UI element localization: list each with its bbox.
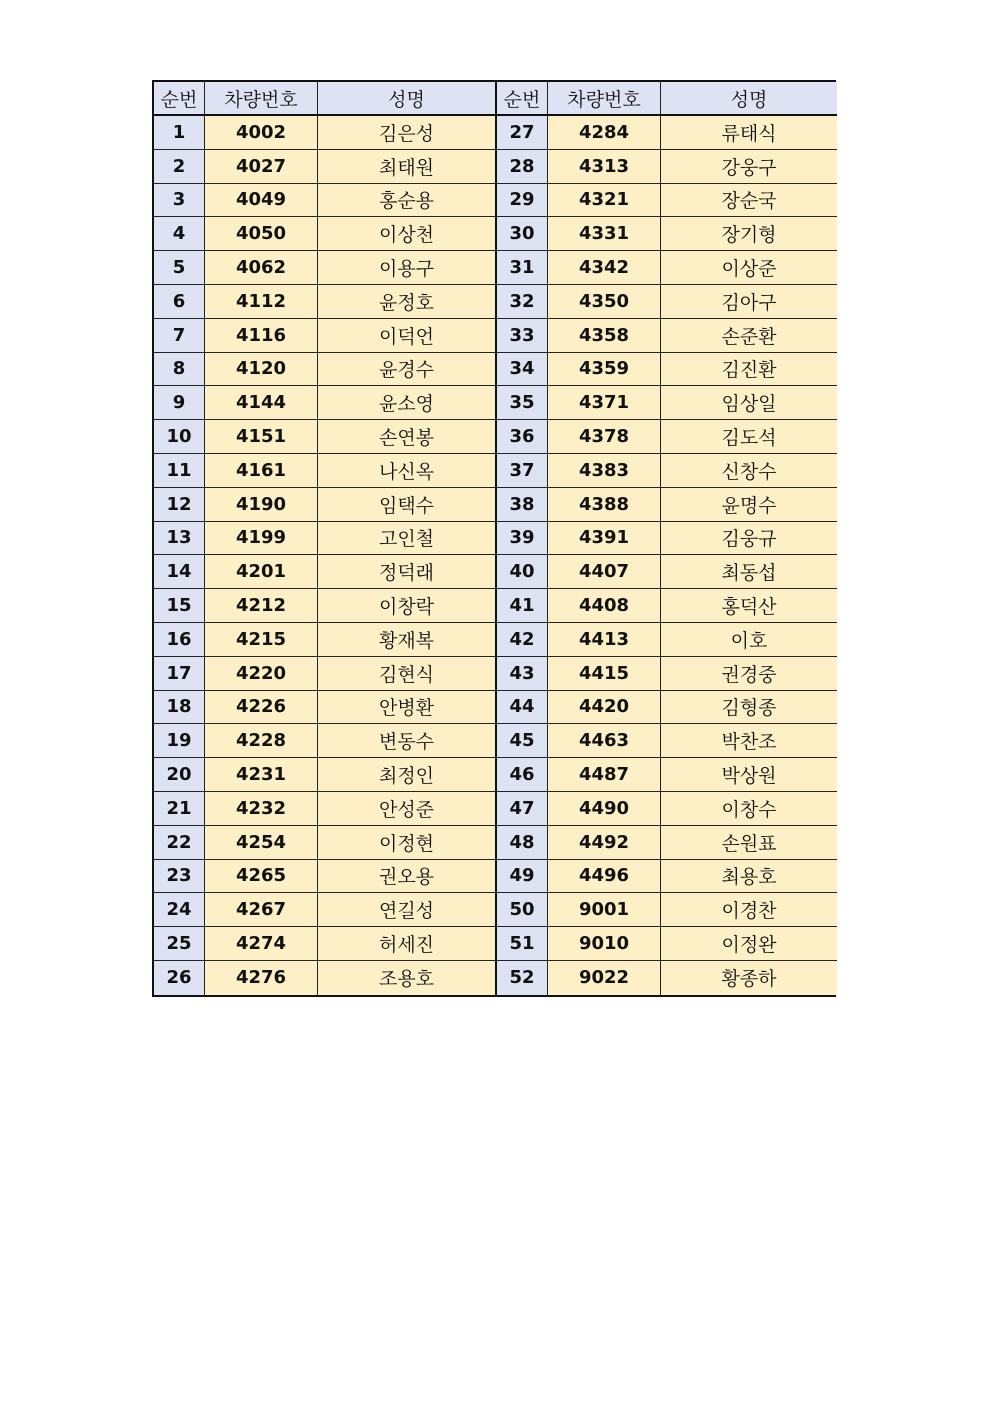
cell-no: 27 xyxy=(497,116,548,149)
table-row xyxy=(497,893,837,927)
header-name: 성명 xyxy=(661,82,837,114)
cell-name: 손준환 xyxy=(661,319,837,352)
cell-name: 강웅구 xyxy=(661,150,837,183)
cell-no: 19 xyxy=(154,724,205,757)
cell-car-number: 4350 xyxy=(548,285,661,318)
cell-name: 김도석 xyxy=(661,420,837,453)
cell-car-number: 4388 xyxy=(548,488,661,521)
cell-car-number: 4413 xyxy=(548,623,661,656)
cell-name: 황종하 xyxy=(661,961,837,995)
table-row xyxy=(497,454,837,488)
table-row xyxy=(154,758,495,792)
cell-car-number: 4359 xyxy=(548,353,661,386)
cell-name: 임상일 xyxy=(661,386,837,419)
cell-no: 52 xyxy=(497,961,548,995)
cell-name: 안병환 xyxy=(318,691,495,724)
table-row xyxy=(497,251,837,285)
cell-name: 이창락 xyxy=(318,589,495,622)
table-row xyxy=(497,420,837,454)
cell-no: 34 xyxy=(497,353,548,386)
cell-car-number: 4215 xyxy=(205,623,318,656)
table-row xyxy=(497,589,837,623)
cell-no: 22 xyxy=(154,826,205,859)
cell-name: 박찬조 xyxy=(661,724,837,757)
table-row xyxy=(497,826,837,860)
cell-no: 14 xyxy=(154,555,205,588)
cell-no: 30 xyxy=(497,217,548,250)
table-row xyxy=(497,386,837,420)
cell-car-number: 4161 xyxy=(205,454,318,487)
table-row xyxy=(154,454,495,488)
header-car-number: 차량번호 xyxy=(548,82,661,114)
cell-car-number: 4062 xyxy=(205,251,318,284)
cell-no: 44 xyxy=(497,691,548,724)
table-row xyxy=(497,927,837,961)
cell-no: 10 xyxy=(154,420,205,453)
cell-name: 윤소영 xyxy=(318,386,495,419)
cell-name: 손연봉 xyxy=(318,420,495,453)
table-row xyxy=(154,691,495,725)
cell-name: 이덕언 xyxy=(318,319,495,352)
cell-name: 이상천 xyxy=(318,217,495,250)
cell-no: 9 xyxy=(154,386,205,419)
cell-name: 연길성 xyxy=(318,893,495,926)
cell-car-number: 4321 xyxy=(548,184,661,217)
cell-no: 29 xyxy=(497,184,548,217)
cell-no: 48 xyxy=(497,826,548,859)
cell-car-number: 4391 xyxy=(548,522,661,555)
table-row xyxy=(154,184,495,218)
cell-car-number: 9010 xyxy=(548,927,661,960)
cell-name: 이호 xyxy=(661,623,837,656)
cell-no: 13 xyxy=(154,522,205,555)
cell-car-number: 4407 xyxy=(548,555,661,588)
table-row xyxy=(497,522,837,556)
cell-car-number: 4358 xyxy=(548,319,661,352)
cell-name: 김형종 xyxy=(661,691,837,724)
table-row xyxy=(497,860,837,894)
table-row xyxy=(497,623,837,657)
cell-name: 김웅규 xyxy=(661,522,837,555)
cell-car-number: 4151 xyxy=(205,420,318,453)
cell-name: 권오용 xyxy=(318,860,495,893)
cell-name: 정덕래 xyxy=(318,555,495,588)
cell-name: 최용호 xyxy=(661,860,837,893)
header-row xyxy=(497,82,837,116)
cell-name: 이경찬 xyxy=(661,893,837,926)
cell-car-number: 4420 xyxy=(548,691,661,724)
cell-car-number: 4231 xyxy=(205,758,318,791)
cell-car-number: 4274 xyxy=(205,927,318,960)
cell-car-number: 4378 xyxy=(548,420,661,453)
table-row xyxy=(154,589,495,623)
cell-no: 8 xyxy=(154,353,205,386)
cell-no: 43 xyxy=(497,657,548,690)
cell-no: 7 xyxy=(154,319,205,352)
cell-no: 18 xyxy=(154,691,205,724)
table-row xyxy=(497,724,837,758)
cell-car-number: 9022 xyxy=(548,961,661,995)
cell-name: 이상준 xyxy=(661,251,837,284)
table-row xyxy=(497,217,837,251)
cell-name: 박상원 xyxy=(661,758,837,791)
table-left-half xyxy=(154,82,497,995)
cell-no: 20 xyxy=(154,758,205,791)
cell-car-number: 4027 xyxy=(205,150,318,183)
header-name: 성명 xyxy=(318,82,495,114)
cell-car-number: 4228 xyxy=(205,724,318,757)
cell-no: 39 xyxy=(497,522,548,555)
cell-name: 김아구 xyxy=(661,285,837,318)
cell-name: 장기형 xyxy=(661,217,837,250)
cell-name: 손원표 xyxy=(661,826,837,859)
cell-no: 21 xyxy=(154,792,205,825)
cell-name: 임택수 xyxy=(318,488,495,521)
cell-car-number: 4116 xyxy=(205,319,318,352)
cell-name: 이정완 xyxy=(661,927,837,960)
cell-name: 최정인 xyxy=(318,758,495,791)
cell-no: 46 xyxy=(497,758,548,791)
vehicle-roster-table xyxy=(152,80,836,997)
cell-name: 권경중 xyxy=(661,657,837,690)
cell-name: 류태식 xyxy=(661,116,837,149)
cell-name: 윤명수 xyxy=(661,488,837,521)
cell-no: 28 xyxy=(497,150,548,183)
table-row xyxy=(154,927,495,961)
cell-car-number: 4049 xyxy=(205,184,318,217)
cell-no: 40 xyxy=(497,555,548,588)
cell-car-number: 4383 xyxy=(548,454,661,487)
table-right-half xyxy=(497,82,837,995)
table-row xyxy=(154,116,495,150)
table-row xyxy=(154,555,495,589)
cell-car-number: 4265 xyxy=(205,860,318,893)
table-row xyxy=(497,150,837,184)
cell-no: 51 xyxy=(497,927,548,960)
table-row xyxy=(154,860,495,894)
table-row xyxy=(154,792,495,826)
cell-no: 50 xyxy=(497,893,548,926)
cell-name: 허세진 xyxy=(318,927,495,960)
table-row xyxy=(154,386,495,420)
cell-no: 47 xyxy=(497,792,548,825)
table-row xyxy=(497,961,837,995)
cell-no: 15 xyxy=(154,589,205,622)
cell-car-number: 4190 xyxy=(205,488,318,521)
cell-car-number: 4496 xyxy=(548,860,661,893)
table-row xyxy=(154,251,495,285)
cell-name: 홍순용 xyxy=(318,184,495,217)
cell-name: 김은성 xyxy=(318,116,495,149)
table-row xyxy=(154,623,495,657)
cell-name: 윤경수 xyxy=(318,353,495,386)
cell-no: 2 xyxy=(154,150,205,183)
table-row xyxy=(497,657,837,691)
cell-car-number: 4112 xyxy=(205,285,318,318)
table-row xyxy=(497,319,837,353)
cell-no: 45 xyxy=(497,724,548,757)
cell-no: 17 xyxy=(154,657,205,690)
table-row xyxy=(497,285,837,319)
cell-car-number: 4463 xyxy=(548,724,661,757)
cell-name: 김현식 xyxy=(318,657,495,690)
cell-name: 황재복 xyxy=(318,623,495,656)
cell-no: 5 xyxy=(154,251,205,284)
cell-name: 윤정호 xyxy=(318,285,495,318)
cell-no: 38 xyxy=(497,488,548,521)
header-row xyxy=(154,82,495,116)
cell-no: 35 xyxy=(497,386,548,419)
cell-car-number: 9001 xyxy=(548,893,661,926)
table-row xyxy=(154,826,495,860)
cell-no: 36 xyxy=(497,420,548,453)
cell-no: 31 xyxy=(497,251,548,284)
cell-no: 49 xyxy=(497,860,548,893)
cell-car-number: 4415 xyxy=(548,657,661,690)
cell-no: 33 xyxy=(497,319,548,352)
cell-name: 이창수 xyxy=(661,792,837,825)
cell-no: 16 xyxy=(154,623,205,656)
cell-car-number: 4002 xyxy=(205,116,318,149)
cell-car-number: 4267 xyxy=(205,893,318,926)
table-row xyxy=(497,792,837,826)
cell-name: 김진환 xyxy=(661,353,837,386)
cell-name: 최동섭 xyxy=(661,555,837,588)
cell-name: 조용호 xyxy=(318,961,495,995)
table-row xyxy=(497,184,837,218)
cell-name: 최태원 xyxy=(318,150,495,183)
cell-car-number: 4050 xyxy=(205,217,318,250)
cell-car-number: 4331 xyxy=(548,217,661,250)
cell-car-number: 4276 xyxy=(205,961,318,995)
cell-car-number: 4254 xyxy=(205,826,318,859)
cell-no: 37 xyxy=(497,454,548,487)
table-row xyxy=(497,691,837,725)
cell-car-number: 4371 xyxy=(548,386,661,419)
cell-no: 23 xyxy=(154,860,205,893)
cell-car-number: 4342 xyxy=(548,251,661,284)
cell-car-number: 4408 xyxy=(548,589,661,622)
table-row xyxy=(154,217,495,251)
cell-name: 나신옥 xyxy=(318,454,495,487)
table-row xyxy=(154,488,495,522)
table-row xyxy=(154,420,495,454)
cell-name: 변동수 xyxy=(318,724,495,757)
table-row xyxy=(497,353,837,387)
header-no: 순번 xyxy=(497,82,548,114)
cell-no: 32 xyxy=(497,285,548,318)
cell-car-number: 4120 xyxy=(205,353,318,386)
header-car-number: 차량번호 xyxy=(205,82,318,114)
cell-car-number: 4232 xyxy=(205,792,318,825)
cell-name: 안성준 xyxy=(318,792,495,825)
cell-name: 신창수 xyxy=(661,454,837,487)
cell-car-number: 4220 xyxy=(205,657,318,690)
table-row xyxy=(154,893,495,927)
cell-car-number: 4487 xyxy=(548,758,661,791)
table-row xyxy=(154,353,495,387)
cell-name: 고인철 xyxy=(318,522,495,555)
table-row xyxy=(154,150,495,184)
table-row xyxy=(497,555,837,589)
cell-car-number: 4313 xyxy=(548,150,661,183)
cell-no: 1 xyxy=(154,116,205,149)
cell-car-number: 4284 xyxy=(548,116,661,149)
table-row xyxy=(497,758,837,792)
cell-no: 24 xyxy=(154,893,205,926)
table-row xyxy=(154,657,495,691)
cell-no: 11 xyxy=(154,454,205,487)
cell-name: 장순국 xyxy=(661,184,837,217)
cell-no: 41 xyxy=(497,589,548,622)
table-row xyxy=(497,116,837,150)
cell-car-number: 4490 xyxy=(548,792,661,825)
cell-name: 홍덕산 xyxy=(661,589,837,622)
cell-no: 3 xyxy=(154,184,205,217)
cell-car-number: 4144 xyxy=(205,386,318,419)
table-row xyxy=(497,488,837,522)
cell-name: 이용구 xyxy=(318,251,495,284)
header-no: 순번 xyxy=(154,82,205,114)
cell-car-number: 4199 xyxy=(205,522,318,555)
cell-car-number: 4226 xyxy=(205,691,318,724)
cell-no: 25 xyxy=(154,927,205,960)
cell-no: 42 xyxy=(497,623,548,656)
cell-name: 이정현 xyxy=(318,826,495,859)
cell-no: 12 xyxy=(154,488,205,521)
table-row xyxy=(154,961,495,995)
cell-car-number: 4201 xyxy=(205,555,318,588)
cell-no: 6 xyxy=(154,285,205,318)
table-row xyxy=(154,285,495,319)
table-row xyxy=(154,522,495,556)
cell-car-number: 4492 xyxy=(548,826,661,859)
table-row xyxy=(154,724,495,758)
table-row xyxy=(154,319,495,353)
cell-no: 26 xyxy=(154,961,205,995)
cell-car-number: 4212 xyxy=(205,589,318,622)
cell-no: 4 xyxy=(154,217,205,250)
